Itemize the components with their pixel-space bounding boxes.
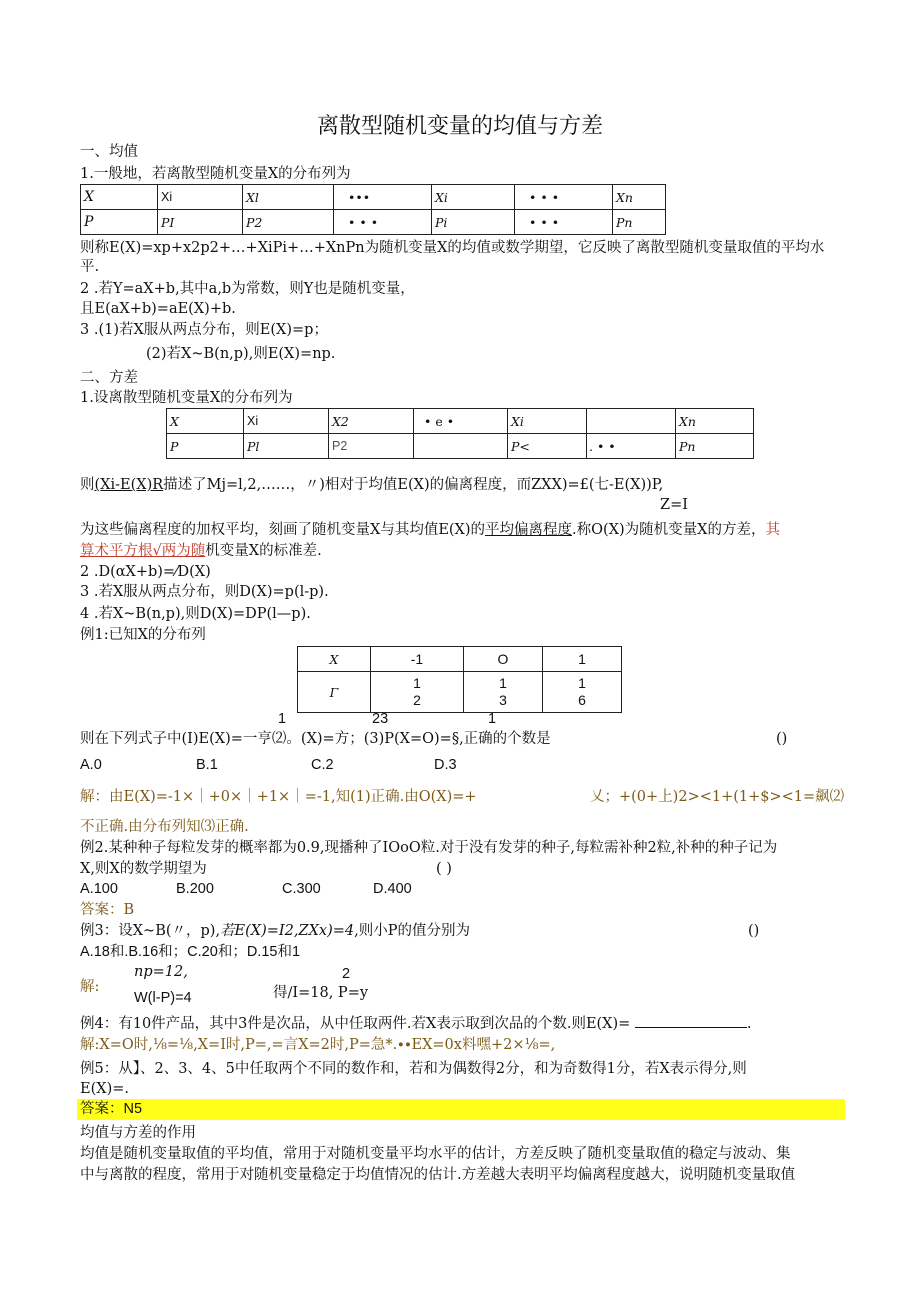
example-3-solution-eq-1: np=12, xyxy=(134,964,188,980)
average-deviation-term: 平均偏离程度 xyxy=(485,522,573,538)
table-cell: ••• xyxy=(334,185,432,210)
table-cell: P< xyxy=(508,434,587,459)
example-1-intro: 例1:已知X的分布列 xyxy=(80,627,206,643)
std-term-red: 算术平方根√两为随 xyxy=(80,543,206,559)
example-1-solution-c: 不正确.由分布列知⑶正确. xyxy=(80,819,249,835)
table-cell: • • • xyxy=(334,210,432,235)
deviation-line xyxy=(80,477,663,494)
mean-item-3-line-2: (2)若X~B(n,p),则E(X)=np. xyxy=(146,346,336,362)
variance-text-red: 其 xyxy=(765,522,781,538)
fraction-denominator: 3 xyxy=(499,692,507,708)
variance-text: 为这些偏离程度的加权平均，刻画了随机变量X与其均值E(X)的 xyxy=(80,522,486,538)
table-cell: X2 xyxy=(329,409,414,434)
table-cell: Γ xyxy=(298,672,371,713)
example-4-solution: 解:X=O时,⅛=⅛,X=I时,P=,=言X=2时,P=急*.∙∙EX=0x料嘿+2×⅛=, xyxy=(80,1037,556,1053)
role-heading: 均值与方差的作用 xyxy=(80,1125,196,1141)
example-1-question: 则在下列式子中(I)E(X)=一亨⑵。(X)=方；(3)P(X=O)=§,正确的个数是 xyxy=(80,731,551,747)
mean-item-2-line-1: 2 .若Y=aX+b,其中a,b为常数，则Y也是随机变量， xyxy=(80,281,415,297)
table-row xyxy=(81,185,666,210)
mean-item-1: 1.一般地，若离散型随机变量X的分布列为 xyxy=(80,166,351,182)
fraction-denominator: 6 xyxy=(578,692,586,708)
variance-item-2: 2 .D(αX+b)=⁄D(X) xyxy=(80,564,211,580)
fraction-numerator: 1 xyxy=(413,674,421,691)
table-cell: P2 xyxy=(243,210,334,235)
fraction-numerator: 1 xyxy=(499,674,507,691)
deviation-term: (Xi-E(X)R xyxy=(94,477,164,493)
table-cell: Pl xyxy=(244,434,329,459)
table-cell: Pn xyxy=(676,434,754,459)
table-cell: Xl xyxy=(243,185,334,210)
table-cell: P xyxy=(81,210,158,235)
example-3-options: A.18和.B.16和；C.20和；D.15和1 xyxy=(80,944,301,960)
variance-item-3: 3 .若X服从两点分布，则D(X)=p(l-p). xyxy=(80,584,329,600)
section-mean-heading: 一、均值 xyxy=(80,144,138,160)
fraction-denominator: 2 xyxy=(413,692,421,708)
fraction-top-1: 1 xyxy=(278,711,287,727)
table-cell: • • • xyxy=(515,185,613,210)
example-3-text-2: ,则小P的值分别为 xyxy=(354,923,470,939)
fraction-top-3: 1 xyxy=(488,711,497,727)
table-cell: • e • xyxy=(414,409,508,434)
fraction-numerator: 1 xyxy=(578,674,586,691)
role-line-1: 均值是随机变量取值的平均值，常用于对随机变量平均水平的估计，方差反映了随机变量取值的稳定与波动、集 xyxy=(80,1146,791,1162)
table-cell: PI xyxy=(158,210,243,235)
table-cell: X xyxy=(298,647,371,672)
table-cell: Xn xyxy=(676,409,754,434)
variance-text-2: .称O(X)为随机变量X的方差， xyxy=(572,522,766,538)
example-2-option-b: B.200 xyxy=(176,881,214,897)
example-5-line-1: 例5：从】、2、3、4、5中任取两个不同的数作和，若和为偶数得2分，和为奇数得1分，若X表示得分,则 xyxy=(80,1061,747,1077)
variance-definition-line xyxy=(80,522,780,539)
table-cell: P2 xyxy=(329,434,414,459)
variance-item-1: 1.设离散型随机变量X的分布列为 xyxy=(80,390,293,406)
table-cell: Pn xyxy=(613,210,666,235)
table-cell: Pi xyxy=(432,210,515,235)
table-cell: • • • xyxy=(515,210,613,235)
table-cell xyxy=(587,409,676,434)
example-4-end: . xyxy=(746,1016,752,1032)
mean-definition-line-2: 平. xyxy=(80,259,100,275)
option-c: C.2 xyxy=(311,757,334,773)
table-cell: Xn xyxy=(613,185,666,210)
example-2-line-1: 例2.某种种子每粒发芽的概率都为0.9,现播种了IOoO粒.对于没有发芽的种子,每粒需补种2粒,补种的种子记为 xyxy=(80,840,778,856)
table-cell xyxy=(414,434,508,459)
table-row xyxy=(167,409,754,434)
option-d: D.3 xyxy=(434,757,457,773)
mean-item-3-line-1: 3 .(1)若X服从两点分布，则E(X)=p； xyxy=(80,322,328,338)
table-cell: X xyxy=(167,409,244,434)
example-1-paren: () xyxy=(776,731,788,747)
example-3-paren: () xyxy=(748,923,760,939)
example-2-answer: 答案：B xyxy=(80,902,135,918)
example-2-paren: ( ) xyxy=(436,861,452,877)
deviation-prefix: 则 xyxy=(80,477,95,493)
example-1-table xyxy=(297,646,622,713)
table-row xyxy=(298,647,622,672)
example-2-option-a: A.100 xyxy=(80,881,118,897)
table-cell xyxy=(371,672,464,713)
table-row xyxy=(81,210,666,235)
table-cell: -1 xyxy=(371,647,464,672)
variance-item-4: 4 .若X~B(n,p),则D(X)=DP(l—p). xyxy=(80,606,311,622)
table-cell xyxy=(464,672,543,713)
example-3-solution-label: 解: xyxy=(80,979,100,995)
example-4-text: 例4：有10件产品，其中3件是次品，从中任取两件.若X表示取到次品的个数.则E(X)= xyxy=(80,1016,631,1032)
table-cell xyxy=(543,672,622,713)
example-2-option-d: D.400 xyxy=(373,881,412,897)
std-definition-line xyxy=(80,543,322,560)
option-b: B.1 xyxy=(196,757,218,773)
table-cell: Xi xyxy=(508,409,587,434)
fraction-top-2: 23 xyxy=(372,711,389,727)
table-cell: P xyxy=(167,434,244,459)
example-3-question xyxy=(80,923,470,940)
table-cell: 1 xyxy=(543,647,622,672)
example-2-option-c: C.300 xyxy=(282,881,321,897)
example-3-solution-result: 得∕I=18, P=y xyxy=(273,985,369,1001)
example-3-solution-eq-2: W(l-P)=4 xyxy=(134,990,192,1006)
page-title: 离散型随机变量的均值与方差 xyxy=(316,114,603,139)
std-text: 机变量X的标准差. xyxy=(205,543,322,559)
deviation-text: 描述了Mj=l,2,……，〃)相对于均值E(X)的偏离程度，而ZXX)=£(七-E(X))P, xyxy=(163,477,664,493)
example-3-condition: 若E(X)=I2,ZXx)=4 xyxy=(220,923,355,939)
table-cell: X xyxy=(81,185,158,210)
deviation-subscript: Z=I xyxy=(660,497,688,513)
mean-item-2-line-2: 且E(aX+b)=aE(X)+b. xyxy=(80,301,236,317)
example-5-answer: 答案：N5 xyxy=(77,1099,845,1120)
mean-distribution-table xyxy=(80,184,666,235)
example-1-solution-a: 解：由E(X)=-1×｜+0×｜+1×｜=-1,知(1)正确.由O(X)=+ xyxy=(80,789,477,805)
table-cell: . • • xyxy=(587,434,676,459)
mean-definition-line-1: 则称E(X)=xp+x2p2+…+XiPi+…+XnPn为随机变量X的均值或数学期望，它反映了离散型随机变量取值的平均水 xyxy=(80,240,825,256)
table-cell: O xyxy=(464,647,543,672)
example-3-solution-two: 2 xyxy=(342,966,351,982)
variance-distribution-table xyxy=(166,408,754,459)
example-5-line-2: E(X)=. xyxy=(80,1081,129,1097)
table-cell: Xi xyxy=(432,185,515,210)
table-row xyxy=(167,434,754,459)
table-cell: Xi xyxy=(158,185,243,210)
table-row xyxy=(298,672,622,713)
example-2-line-2: X,则X的数学期望为 xyxy=(80,861,207,877)
table-cell: Xi xyxy=(244,409,329,434)
section-variance-heading: 二、方差 xyxy=(80,370,138,386)
example-3-text: 例3：设X~B(〃，p), xyxy=(80,923,221,939)
answer-blank[interactable] xyxy=(635,1015,747,1028)
example-4-question xyxy=(80,1015,752,1033)
example-1-solution-b: 乂；+(0+上)2><1+(1+$><1=飙⑵ xyxy=(590,789,845,805)
option-a: A.0 xyxy=(80,757,102,773)
role-line-2: 中与离散的程度，常用于对随机变量稳定于均值情况的估计.方差越大表明平均偏离程度越大，说明随机变量取值 xyxy=(80,1167,796,1183)
